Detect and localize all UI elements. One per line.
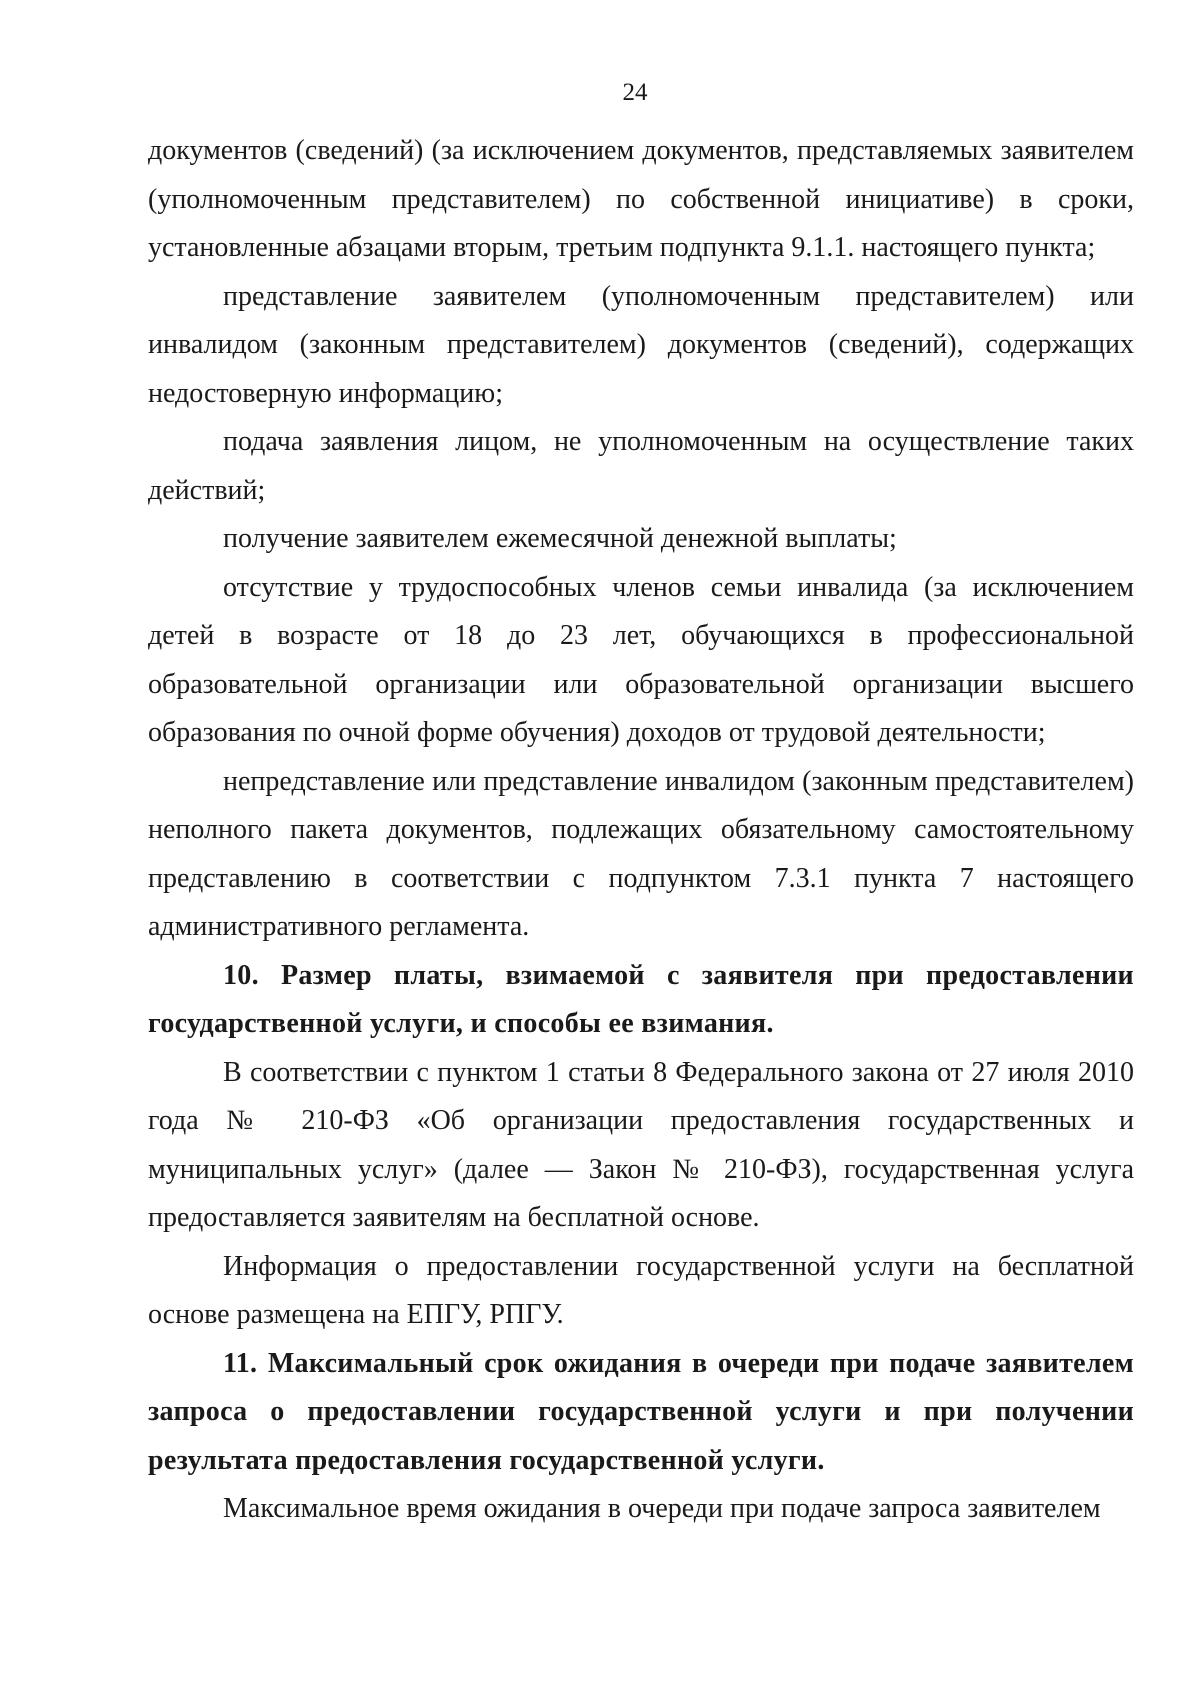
paragraph-free-info-placement: Информация о предоставлении государственной услуги на бесплатной основе размещена на ЕПГУ, РПГУ. bbox=[148, 1250, 1134, 1330]
document-body bbox=[148, 127, 1134, 1534]
paragraph-false-information: представление заявителем (уполномоченным представителем) или инвалидом (законным представителем) документов (сведений), содержащих недостоверную информацию; bbox=[148, 280, 1134, 409]
paragraph-no-income: отсутствие у трудоспособных членов семьи инвалида (за исключением детей в возрасте от 18 до 23 лет, обучающихся в профессиональной образовательной организации или образовательной организации высшего образования по очной форме обучения) доходов от трудовой деятельности; bbox=[148, 571, 1134, 748]
paragraph-free-service: В соответствии с пунктом 1 статьи 8 Федерального закона от 27 июля 2010 года № 210-ФЗ «Об организации предоставления государственных и муниципальных услуг» (далее — Закон № 210-ФЗ), государственная услуга предоставляется заявителям на бесплатной основе. bbox=[148, 1056, 1134, 1233]
page-number: 24 bbox=[622, 79, 648, 106]
paragraph-max-waiting-time: Максимальное время ожидания в очереди при подаче запроса заявителем bbox=[223, 1493, 1101, 1524]
paragraph-documents-deadline: документов (сведений) (за исключением документов, представляемых заявителем (уполномоченным представителем) по собственной инициативе) в сроки, установленные абзацами вторым, третьим подпункта 9.1.1. настоящего пункта; bbox=[148, 135, 1134, 263]
section-11-heading: 11. Максимальный срок ожидания в очереди при подаче заявителем запроса о предоставлении государственной услуги и при получении результата предоставления государственной услуги. bbox=[148, 1347, 1134, 1476]
paragraph-incomplete-package: непредставление или представление инвалидом (законным представителем) неполного пакета документов, подлежащих обязательному самостоятельному представлению в соответствии с подпунктом 7.3.1 пункта 7 настоящего административного регламента. bbox=[148, 765, 1134, 942]
paragraph-unauthorized-person: подача заявления лицом, не уполномоченным на осуществление таких действий; bbox=[148, 426, 1134, 506]
paragraph-monthly-payment: получение заявителем ежемесячной денежной выплаты; bbox=[223, 523, 897, 554]
section-10-heading: 10. Размер платы, взимаемой с заявителя при предоставлении государственной услуги, и способы ее взимания. bbox=[148, 959, 1134, 1039]
